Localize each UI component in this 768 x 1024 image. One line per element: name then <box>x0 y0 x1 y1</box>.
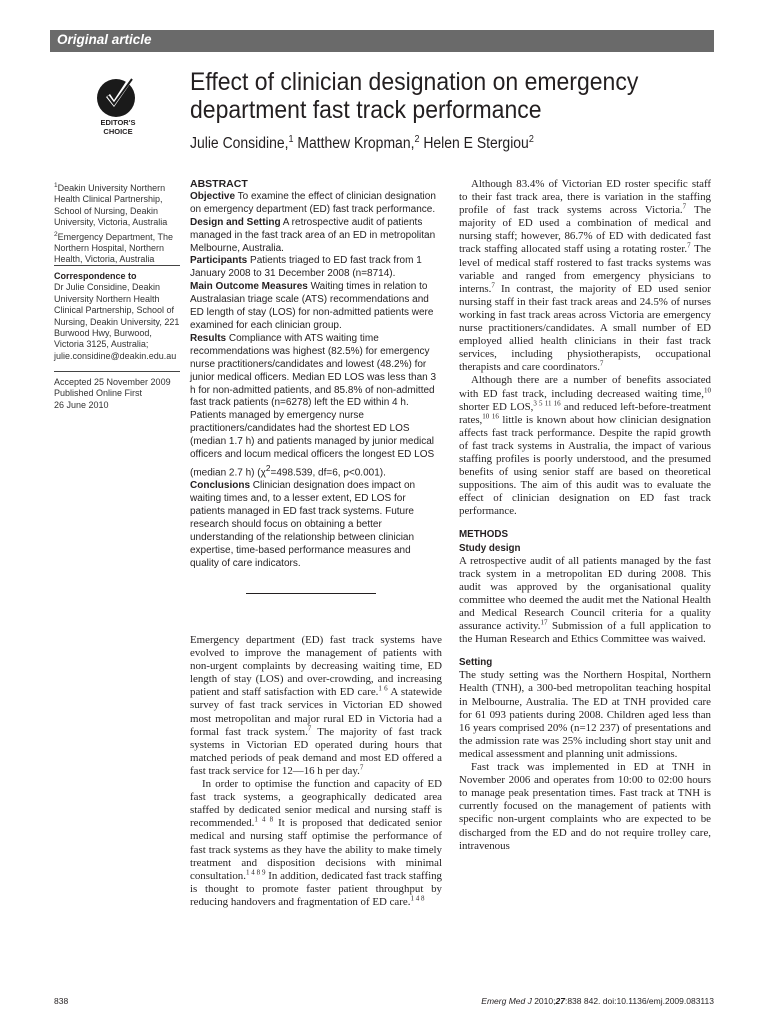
affiliation-2 <box>54 229 184 266</box>
correspondence-body: Dr Julie Considine, Deakin University Northern Health Clinical Partnership, School of Nursing, Deakin University, 221 Burwood Hwy, Burwood, Victoria 3125, Australia; julie.considine@deakin.edu.au <box>54 282 180 361</box>
journal-name: Emerg Med J <box>481 996 532 1006</box>
abstract-label: Participants <box>190 255 248 267</box>
article-dates <box>54 377 184 411</box>
abstract-text: Clinician designation does impact on waiting times and, to a lesser extent, ED LOS for patients managed in ED fast track systems. Future research should focus on obtaining a better understanding of the relationship between clinician expertise, time-based performance measures and quality of care indicators. <box>190 480 416 569</box>
abstract-results <box>190 333 440 480</box>
abstract-participants <box>190 255 440 281</box>
affil-text: Deakin University Northern Health Clinical Partnership, School of Nursing, Deakin University, Victoria, Australia <box>54 183 168 228</box>
citation-ref: 1 4 8 9 <box>245 868 266 877</box>
author-list <box>190 134 534 153</box>
correspondence-heading: Correspondence to <box>54 271 137 281</box>
article-title: Effect of clinician designation on emergency department fast track performance <box>190 68 639 124</box>
citation-ref: 1 6 <box>378 684 388 693</box>
abstract-label: Conclusions <box>190 480 251 492</box>
citation-doi: :838 842. doi:10.1136/emj.2009.083113 <box>564 996 714 1006</box>
abstract-text: Waiting times in relation to Australasian triage scale (ATS) recommendations and ED length of stay (LOS) for non-admitted patients were examined for each clinician group. <box>190 281 434 331</box>
citation-ref: 7 <box>687 241 691 250</box>
citation-ref: 3 5 11 16 <box>533 398 561 407</box>
divider <box>54 371 180 372</box>
badge-line-1: EDITOR'S <box>100 118 136 127</box>
affil-sup: 1 <box>54 182 58 189</box>
abstract-label: Objective <box>190 190 236 202</box>
correspondence <box>54 271 184 362</box>
citation-ref: 10 <box>704 385 711 394</box>
author-affil-sup: 2 <box>528 134 534 145</box>
author-name: Julie Considine, <box>190 135 289 153</box>
abstract-label: Main Outcome Measures <box>190 281 308 293</box>
citation-year: 2010; <box>531 996 556 1006</box>
body-paragraph: Emergency department (ED) fast track systems have evolved to improve the management of patients with non-urgent complaints by decreasing waiting time, ED length of stay (LOS) and over-crowding, and increasing patient and staff satisfaction with ED care.$^{1 6}$ A statewide survey of fast track services in Victorian ED showed most metropolitan and major rural ED in Victoria had a formal fast track system.$^7$ The majority of fast track systems in Victorian ED operated during hours that matched periods of peak demand and most ED offered a fast track service for 12—16 h per day.$^7$ <box>190 634 442 777</box>
study-design-heading: Study design <box>459 542 521 554</box>
affil-sup: 2 <box>54 230 58 238</box>
citation-ref: 7 <box>307 724 312 733</box>
abstract-label: Results <box>190 332 227 344</box>
accepted-date: Accepted 25 November 2009 <box>54 377 171 387</box>
abstract-text: A retrospective audit of patients managed in the fast track area of an ED in metropolitan Melbourne, Australia. <box>190 216 436 254</box>
body-paragraph: Fast track was implemented in ED at TNH in November 2006 and operates from 10:00 to 02:00 hours to manage peak presentation times. Fast track at TNH is currently focused on the management of patients with specific non-urgent complaints who are expected to be discharged from the ED and do not require trolley care, intravenous <box>459 761 711 852</box>
divider <box>54 265 180 266</box>
citation-ref: 7 <box>491 281 495 290</box>
abstract <box>190 178 440 571</box>
section-banner <box>50 30 714 52</box>
methods-heading: METHODS <box>459 529 508 541</box>
editors-choice-badge <box>92 74 144 154</box>
badge-line-2: CHOICE <box>103 127 133 136</box>
published-date: 26 June 2010 <box>54 399 109 410</box>
citation-ref: 1 4 8 <box>254 815 274 824</box>
page-number: 838 <box>54 996 69 1006</box>
citation-ref: 1 4 8 <box>410 894 425 903</box>
citation-ref: 7 <box>359 763 364 772</box>
checkmark-icon <box>94 74 142 118</box>
abstract-heading: ABSTRACT <box>190 178 248 190</box>
citation-ref: 7 <box>682 202 687 211</box>
body-column-left <box>190 634 442 909</box>
abstract-conclusions <box>190 480 440 570</box>
author-affil-sup: 1 <box>288 134 294 145</box>
body-paragraph: Although 83.4% of Victorian ED roster specific staff to their fast track area, there is variation in the staffing profile of fast track systems across Victoria.$^7$ The majority of ED used a combination of medical and nursing staff; however, 86.7% of ED with dedicated fast track staffing allocated staff using a rotating roster.$^7$ The level of medical staff rostered to fast tracks systems was variable and ranged from emergency physicians to interns.$^7$ In contrast, the majority of ED used senior nursing staff in their fast track areas and 24.5% of nurses working in fast track areas across Victoria are emergency nurse practitioners/candidates. A small number of ED employed allied health clinicians in their fast track services, including physiotherapists, occupational therapists and care coordinators.$^7$ <box>459 178 711 374</box>
author-affil-sup: 2 <box>414 134 420 145</box>
abstract-text: To examine the effect of clinician designation on emergency department (ED) fast track performance. <box>190 190 436 215</box>
affiliations <box>54 180 184 266</box>
citation-volume: 27 <box>555 996 565 1006</box>
published-online: Published Online First <box>54 388 143 399</box>
body-paragraph: Although there are a number of benefits associated with ED fast track, including decreased waiting time,$^{10}$ shorter ED LOS,$^{3 5 11 16}$ and reduced left-before-treatment rates,$^{10 16}$ little is known about how clinician designation affects fast track performance. Despite the rapid growth of fast track systems in Australia, the impact of various staffing profiles is poorly understood, and the presumed benefits of using senior staff are based on theoretical suppositions. The aim of this audit was to evaluate the effect of clinician designation on ED fast track performance. <box>459 374 711 518</box>
affiliation-1 <box>54 180 184 229</box>
abstract-text: Compliance with ATS waiting time recommendations was highest (82.5%) for emergency nurse practitioners/candidates and lowest (48.2%) for junior medical officers. Median ED LOS was less than 3 h for non-admitted patients, and 85.8% of non-admitted fast track patients (n=6278) left the ED within 4 h. Patients managed by emergency nurse practitioners/candidates had the shortest ED LOS (median 1.7 h) and patients managed by junior medical officers and locum medical officers the longest ED LOS (median 2.7 h) (χ <box>190 332 437 479</box>
body-column-right <box>459 178 711 853</box>
section-label: Original article <box>57 32 152 47</box>
body-paragraph: In order to optimise the function and capacity of ED fast track systems, a geographically dedicated area staffed by dedicated senior medical and nursing staff is recommended.$^{1 4 8}$ It is proposed that dedicated senior medical and nursing staff optimise the performance of fast track systems as they have the ability to make timely treatment and disposition decisions with minimal consultation.$^{1 4 8 9}$ In addition, dedicated fast track staffing is thought to promote faster patient throughput by reducing handovers and fragmentation of ED care.$^{1 4 8}$ <box>190 778 443 908</box>
citation-ref: 17 <box>540 618 548 627</box>
affil-text: Emergency Department, The Northern Hospital, Northern Health, Victoria, Australia <box>54 231 174 265</box>
abstract-design <box>190 217 440 256</box>
abstract-text: =498.539, df=6, p<0.001). <box>270 467 386 479</box>
abstract-label: Design and Setting <box>190 216 281 228</box>
abstract-text: Patients triaged to ED fast track from 1 January 2008 to 31 December 2008 (n=8714). <box>190 255 422 280</box>
citation-ref: 10 16 <box>482 412 499 421</box>
abstract-divider <box>246 593 376 594</box>
abstract-objective <box>190 191 440 217</box>
setting-heading: Setting <box>459 657 493 669</box>
body-paragraph: The study setting was the Northern Hospital, Northern Health (TNH), a 300-bed metropolitan teaching hospital in Melbourne, Australia. The ED at TNH provided care for 61 093 patients during 2008. Children aged less than 16 years comprised 20% (n=12 237) of presentations and the admission rate was 25% including short stay unit and medical assessment and planning unit admissions. <box>459 669 711 760</box>
author-name: Matthew Kropman, <box>293 135 415 153</box>
author-name: Helen E Stergiou <box>419 135 529 153</box>
journal-citation <box>481 996 714 1006</box>
citation-ref: 7 <box>599 359 604 368</box>
abstract-outcome <box>190 281 440 333</box>
superscript: 2 <box>265 462 271 473</box>
body-paragraph: A retrospective audit of all patients managed by the fast track system in a metropolitan ED during 2008. This audit was approved by the organisational quality committee who deemed the audit met the National Health and Medical Research Council criteria for a quality assurance activity.$^{17}$ Submission of a full application to the Human Research and Ethics Committee was waived. <box>459 554 712 646</box>
